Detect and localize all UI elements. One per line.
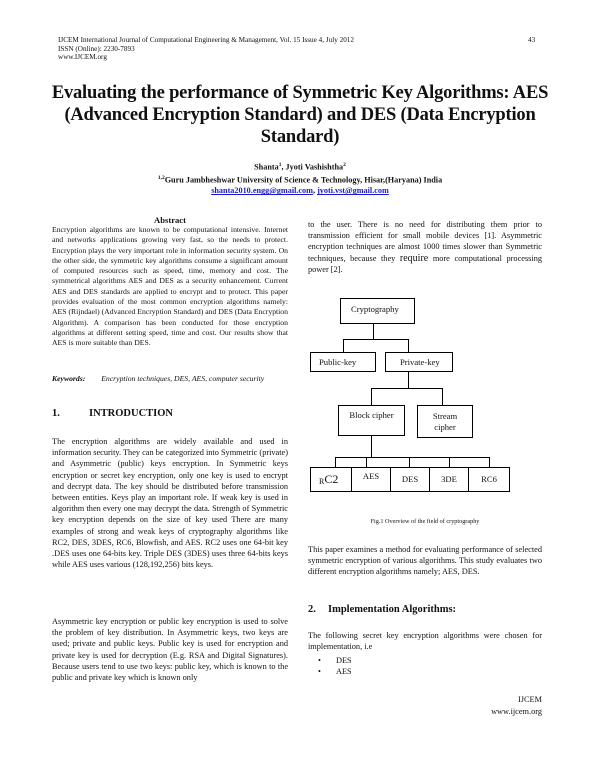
- journal-header-line1: IJCEM International Journal of Computational Engineering & Management, Vol. 15 Issue 4, July 2012: [58, 36, 354, 44]
- node-leaf-rc6: RC6: [468, 467, 510, 492]
- leaf-rc2-main: C2: [324, 472, 339, 486]
- leaf-rc2-prefix: R: [319, 477, 325, 486]
- node-stream-cipher: Stream cipher: [417, 405, 473, 438]
- connector-to-stream: [442, 388, 443, 405]
- emails: [40, 186, 560, 197]
- author-names: [40, 160, 560, 173]
- paper-title: Evaluating the performance of Symmetric Key Algorithms: AES (Advanced Encryption Standard) and DES (Data Encryption Standard): [51, 83, 549, 147]
- keywords-label: Keywords:: [52, 374, 86, 383]
- journal-header-issn: ISSN (Online): 2230-7893: [58, 44, 135, 53]
- node-public-key: Public-key: [310, 352, 376, 372]
- right-paragraph-top-big: require: [399, 252, 429, 264]
- figure-caption: Fig.1 Overview of the field of cryptography: [370, 518, 480, 525]
- section2-intro: The following secret key encryption algorithms were chosen for implementation, i.e: [308, 631, 542, 652]
- list-item: • AES: [308, 666, 542, 677]
- connector-root-split: [343, 339, 409, 340]
- footer: [470, 694, 542, 718]
- email-separator: ,: [312, 186, 318, 196]
- connector-to-public: [343, 339, 344, 352]
- node-leaf-rc2: [310, 467, 355, 492]
- connector-leaf-aes: [366, 457, 367, 467]
- footer-site: www.ijcem.org: [491, 707, 542, 716]
- list-item: • DES: [308, 655, 542, 666]
- section2-heading: Implementation Algorithms:: [328, 604, 457, 615]
- email-link-2[interactable]: jyoti.vst@gmail.com: [317, 186, 389, 196]
- author-name-2: Jyoti Vashishtha: [285, 162, 344, 172]
- right-paragraph-mid: This paper examines a method for evaluating performance of selected symmetric encryption of various algorithms. This study evaluates two different encryption algorithms namely; AES, DES.: [308, 545, 542, 577]
- affiliation-text: Guru Jambheshwar University of Science & Technology, Hisar,(Haryana) India: [164, 175, 443, 185]
- abstract-body: Encryption algorithms are known to be computational intensive. Internet and networks applications growing very fast, so the needs to protect. Encryption plays the very important role in information security system. On the other side, the symmetric key algorithms consume a significant amount of computed resources such as speed, time, memory and cost. The symmetrical algorithms AES and DES as a security enhancement. Current AES and DES standards are applied to encrypt and to protect. This paper provides evaluation of the most common encryption algorithms namely: AES (Rijndael) (Advanced Encryption Standard) and DES (Data Encryption Algorithm). A comparison has been conducted for those encryption algorithms at different setting speed, time and cost. Our results show that AES is more suitable than DES.: [52, 225, 288, 348]
- node-leaf-des: DES: [390, 467, 430, 492]
- connector-leaf-des: [409, 457, 410, 467]
- connector-private-split: [371, 388, 443, 389]
- algorithm-list: [308, 655, 542, 677]
- abstract-heading: Abstract: [154, 215, 186, 225]
- authors-block: [40, 160, 560, 197]
- node-cryptography: Cryptography: [340, 298, 415, 324]
- section1-heading: INTRODUCTION: [89, 408, 174, 419]
- journal-header: [58, 36, 354, 62]
- node-private-key: Private-key: [385, 352, 453, 372]
- intro-paragraph-2: Asymmetric key encryption or public key encryption is used to solve the problem of key distribution. In Asymmetric keys, two keys are used; private and public keys. Public key is used for encryption and private key is used for decryption (E.g. RSA and Digital Signatures). Because users tend to use two keys: public key, which is known to the public and private key which is known only: [52, 617, 288, 683]
- journal-header-site: www.IJCEM.org: [58, 53, 107, 62]
- affiliation: [40, 173, 560, 186]
- connector-to-private: [408, 339, 409, 352]
- connector-to-block: [371, 388, 372, 405]
- keywords-text: Encryption techniques, DES, AES, computer security: [101, 374, 265, 383]
- keywords: [52, 374, 288, 384]
- page-number: 43: [528, 36, 536, 44]
- right-paragraph-top-a: to the user. There is no need for distributing them prior to transmission efficient for small mobile devices [1]. Asymmetric encryption techniques are almost 1000 times slower than Symmetric techniques, because they: [308, 220, 542, 263]
- author-sup-1: 1: [278, 162, 282, 168]
- section2-number: 2.: [308, 604, 316, 615]
- connector-root-down: [373, 324, 374, 339]
- connector-block-down: [371, 436, 372, 457]
- connector-leaf-3de: [449, 457, 450, 467]
- node-leaf-3de: 3DE: [429, 467, 469, 492]
- affiliation-sup: 1,2: [157, 175, 165, 182]
- footer-journal: IJCEM: [518, 695, 542, 704]
- connector-leaf-rc6: [489, 457, 490, 467]
- author-name-1: Shanta: [254, 162, 279, 172]
- section1-number: 1.: [52, 408, 60, 419]
- right-paragraph-top: [308, 219, 542, 275]
- node-leaf-aes: AES: [351, 467, 391, 492]
- right-paragraph-top-b: more computational processing power [2].: [308, 253, 543, 274]
- email-link-1[interactable]: shanta2010.engg@gmail.com: [211, 186, 313, 196]
- intro-paragraph-1: The encryption algorithms are widely available and used in information security. They can be categorized into Symmetric (private) and Asymmetric (public) keys encryption. In Symmetric keys encryption or secret key encryption, only one key is used to encrypt and decrypt data. The key should be distributed before transmission between entities. Keys play an important role. If weak key is used in algorithm then every one may decrypt the data. Strength of Symmetric key encryption depends on the size of key used There are many examples of strong and weak keys of cryptography algorithms like RC2, DES, 3DES, RC6, Blowfish, and AES. RC2 uses one 64-bit key .DES uses one 64-bits key. Triple DES (3DES) uses three 64-bits keys while AES uses various (128,192,256) bits keys.: [52, 437, 288, 570]
- connector-private-down: [408, 372, 409, 388]
- node-block-cipher: Block cipher: [338, 405, 405, 436]
- author-separator: ,: [281, 162, 286, 172]
- connector-leaf-rc2: [335, 457, 336, 467]
- connector-leaf-bar: [335, 457, 490, 458]
- author-sup-2: 2: [343, 162, 346, 168]
